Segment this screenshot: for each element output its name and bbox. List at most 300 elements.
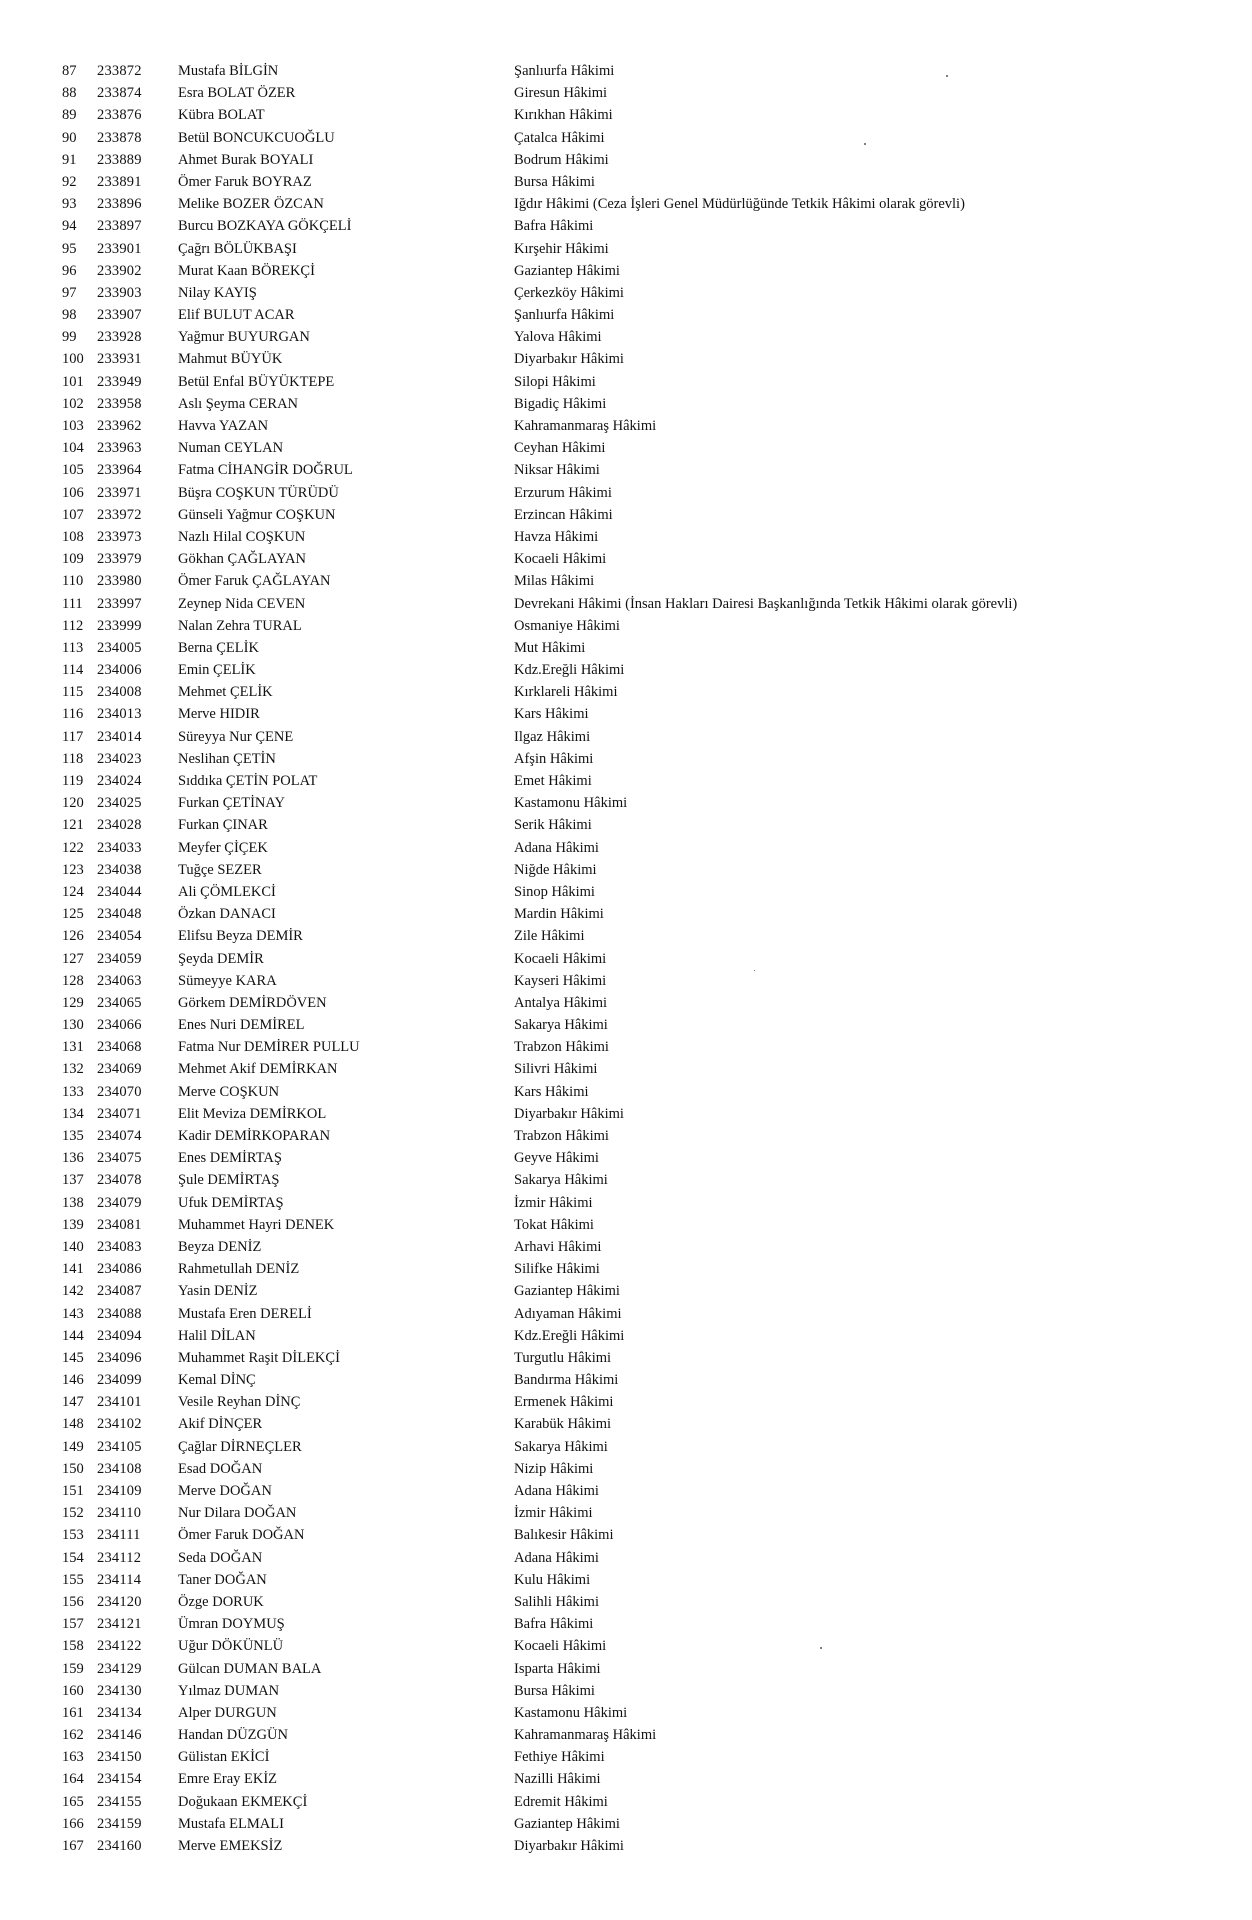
- person-name: Burcu BOZKAYA GÖKÇELİ: [178, 218, 352, 235]
- table-row: [0, 1081, 1252, 1103]
- person-name: Mehmet Akif DEMİRKAN: [178, 1061, 338, 1078]
- registry-number: 233971: [97, 484, 142, 501]
- row-number: 116: [62, 706, 84, 723]
- table-row: [0, 1413, 1252, 1435]
- table-row: [0, 482, 1252, 504]
- registry-number: 234074: [97, 1128, 142, 1144]
- table-row: [0, 371, 1252, 393]
- registry-number: 234005: [97, 639, 142, 656]
- appointment-post: Gaziantep Hâkimi: [514, 1815, 620, 1832]
- person-name: Merve HIDIR: [178, 706, 260, 723]
- table-row: [0, 1768, 1252, 1790]
- table-row: [0, 748, 1252, 770]
- registry-number: 233907: [97, 307, 142, 324]
- appointment-post: Sakarya Hâkimi: [514, 1017, 608, 1034]
- row-number: 106: [62, 484, 84, 501]
- person-name: Yağmur BUYURGAN: [178, 329, 310, 346]
- person-name: Enes DEMİRTAŞ: [178, 1150, 282, 1167]
- person-name: Mustafa BİLGİN: [178, 63, 279, 79]
- row-number: 121: [62, 817, 84, 834]
- registry-number: 233878: [97, 129, 142, 146]
- row-number: 136: [62, 1150, 84, 1167]
- registry-number: 234033: [97, 839, 142, 856]
- registry-number: 234112: [97, 1549, 142, 1566]
- table-row: [0, 304, 1252, 326]
- appointment-post: Diyarbakır Hâkimi: [514, 1838, 624, 1854]
- registry-number: 233979: [97, 551, 142, 568]
- appointment-post: Kocaeli Hâkimi: [514, 1638, 607, 1655]
- registry-number: 234087: [97, 1283, 142, 1300]
- appointment-post: Bigadiç Hâkimi: [514, 395, 607, 412]
- person-name: Büşra COŞKUN TÜRÜDÜ: [178, 484, 339, 501]
- registry-number: 233980: [97, 573, 142, 590]
- registry-number: 234159: [97, 1815, 142, 1832]
- appointment-post: Devrekani Hâkimi (İnsan Hakları Dairesi Başkanlığında Tetkik Hâkimi olarak görevli): [514, 595, 1018, 612]
- table-row: [0, 348, 1252, 370]
- table-row: [0, 127, 1252, 149]
- table-row: [0, 548, 1252, 570]
- appointment-post: Kars Hâkimi: [514, 1083, 589, 1100]
- appointment-post: Kırklareli Hâkimi: [514, 684, 618, 701]
- appointment-post: Silifke Hâkimi: [514, 1261, 600, 1278]
- table-row: [0, 1835, 1252, 1857]
- registry-number: 234048: [97, 906, 142, 923]
- row-number: 125: [62, 906, 84, 923]
- appointment-post: Trabzon Hâkimi: [514, 1039, 609, 1056]
- row-number: 107: [62, 506, 84, 523]
- person-name: Aslı Şeyma CERAN: [178, 395, 299, 412]
- appointment-post: Gaziantep Hâkimi: [514, 1283, 620, 1300]
- row-number: 108: [62, 528, 84, 545]
- registry-number: 234008: [97, 684, 142, 701]
- row-number: 112: [62, 617, 84, 634]
- row-number: 130: [62, 1017, 84, 1034]
- registry-number: 234028: [97, 817, 142, 834]
- table-row: [0, 1502, 1252, 1524]
- registry-number: 234044: [97, 883, 142, 900]
- appointment-post: Bursa Hâkimi: [514, 173, 595, 190]
- person-name: Gökhan ÇAĞLAYAN: [178, 551, 306, 568]
- person-name: Tuğçe SEZER: [178, 861, 262, 878]
- row-number: 146: [62, 1372, 84, 1389]
- appointment-post: Erzurum Hâkimi: [514, 484, 612, 501]
- person-name: Numan CEYLAN: [178, 440, 284, 457]
- table-row: [0, 615, 1252, 637]
- registry-number: 234094: [97, 1327, 142, 1344]
- registry-number: 234081: [97, 1216, 142, 1233]
- person-name: Neslihan ÇETİN: [178, 750, 276, 767]
- row-number: 141: [62, 1261, 84, 1278]
- appointment-post: Mut Hâkimi: [514, 639, 586, 656]
- table-row: [0, 1103, 1252, 1125]
- registry-number: 233903: [97, 284, 142, 301]
- table-row: [0, 526, 1252, 548]
- registry-number: 234068: [97, 1039, 142, 1056]
- registry-number: 234024: [97, 773, 142, 789]
- row-number: 104: [62, 440, 84, 457]
- table-row: [0, 1391, 1252, 1413]
- appointment-post: Tokat Hâkimi: [514, 1216, 594, 1233]
- person-name: Emin ÇELİK: [178, 662, 256, 679]
- table-row: [0, 149, 1252, 171]
- person-name: Nalan Zehra TURAL: [178, 617, 302, 634]
- appointment-post: Trabzon Hâkimi: [514, 1128, 609, 1144]
- appointment-post: Kastamonu Hâkimi: [514, 795, 628, 812]
- person-name: Ali ÇÖMLEKCİ: [178, 883, 276, 900]
- person-name: Elit Meviza DEMİRKOL: [178, 1105, 327, 1122]
- person-name: Betül BONCUKCUOĞLU: [178, 129, 335, 146]
- appointment-post: Kdz.Ereğli Hâkimi: [514, 1327, 625, 1344]
- row-number: 100: [62, 351, 84, 368]
- row-number: 148: [62, 1416, 84, 1433]
- table-row: [0, 1524, 1252, 1546]
- row-number: 152: [62, 1505, 84, 1522]
- appointment-post: Çerkezköy Hâkimi: [514, 284, 624, 301]
- appointment-post: Balıkesir Hâkimi: [514, 1527, 614, 1544]
- row-number: 156: [62, 1593, 84, 1610]
- appointment-post: Milas Hâkimi: [514, 573, 595, 590]
- table-row: [0, 637, 1252, 659]
- person-name: Handan DÜZGÜN: [178, 1727, 288, 1744]
- table-row: [0, 1192, 1252, 1214]
- table-row: [0, 703, 1252, 725]
- registry-number: 234070: [97, 1083, 142, 1100]
- person-name: Yasin DENİZ: [178, 1283, 258, 1300]
- table-row: [0, 1613, 1252, 1635]
- table-row: [0, 681, 1252, 703]
- registry-number: 234110: [97, 1505, 142, 1522]
- appointment-post: Çatalca Hâkimi: [514, 129, 605, 146]
- person-name: Kadir DEMİRKOPARAN: [178, 1128, 331, 1144]
- appointment-post: Turgutlu Hâkimi: [514, 1349, 612, 1366]
- person-name: Doğukaan EKMEKÇİ: [178, 1793, 308, 1810]
- appointment-list: [0, 60, 1252, 1857]
- appointment-post: Adana Hâkimi: [514, 1483, 599, 1499]
- appointment-post: Kahramanmaraş Hâkimi: [514, 1727, 657, 1744]
- scan-speck: [820, 1647, 822, 1649]
- table-row: [0, 1214, 1252, 1236]
- registry-number: 234038: [97, 861, 142, 878]
- registry-number: 234025: [97, 795, 142, 812]
- row-number: 147: [62, 1394, 84, 1411]
- row-number: 159: [62, 1660, 84, 1677]
- person-name: Muhammet Hayri DENEK: [178, 1216, 335, 1233]
- table-row: [0, 260, 1252, 282]
- appointment-post: Ilgaz Hâkimi: [514, 728, 591, 745]
- person-name: Şule DEMİRTAŞ: [178, 1172, 280, 1189]
- table-row: [0, 437, 1252, 459]
- person-name: Nilay KAYIŞ: [178, 284, 257, 301]
- appointment-post: Kocaeli Hâkimi: [514, 551, 607, 568]
- appointment-post: Adana Hâkimi: [514, 1549, 599, 1566]
- registry-number: 234014: [97, 728, 142, 745]
- person-name: Murat Kaan BÖREKÇİ: [178, 262, 315, 279]
- table-row: [0, 726, 1252, 748]
- row-number: 126: [62, 928, 84, 945]
- table-row: [0, 82, 1252, 104]
- person-name: Özkan DANACI: [178, 906, 276, 923]
- row-number: 128: [62, 972, 84, 989]
- appointment-post: Osmaniye Hâkimi: [514, 617, 620, 634]
- row-number: 153: [62, 1527, 84, 1544]
- person-name: Sıddıka ÇETİN POLAT: [178, 773, 318, 789]
- person-name: Mustafa Eren DERELİ: [178, 1305, 312, 1322]
- row-number: 165: [62, 1793, 84, 1810]
- appointment-post: Arhavi Hâkimi: [514, 1238, 602, 1255]
- table-row: [0, 903, 1252, 925]
- table-row: [0, 970, 1252, 992]
- scan-speck: [864, 143, 866, 145]
- table-row: [0, 1813, 1252, 1835]
- person-name: Gülistan EKİCİ: [178, 1749, 270, 1766]
- table-row: [0, 393, 1252, 415]
- registry-number: 233901: [97, 240, 142, 257]
- person-name: Muhammet Raşit DİLEKÇİ: [178, 1349, 340, 1366]
- registry-number: 234160: [97, 1838, 142, 1854]
- table-row: [0, 504, 1252, 526]
- row-number: 157: [62, 1616, 84, 1633]
- table-row: [0, 1746, 1252, 1768]
- table-row: [0, 1147, 1252, 1169]
- person-name: Ümran DOYMUŞ: [178, 1616, 285, 1633]
- person-name: Ömer Faruk BOYRAZ: [178, 173, 312, 190]
- registry-number: 234122: [97, 1638, 142, 1655]
- registry-number: 233963: [97, 440, 142, 457]
- row-number: 98: [62, 307, 77, 324]
- row-number: 132: [62, 1061, 84, 1078]
- table-row: [0, 1258, 1252, 1280]
- registry-number: 233972: [97, 506, 142, 523]
- registry-number: 233999: [97, 617, 142, 634]
- row-number: 161: [62, 1704, 84, 1721]
- table-row: [0, 1236, 1252, 1258]
- registry-number: 234155: [97, 1793, 142, 1810]
- appointment-post: Geyve Hâkimi: [514, 1150, 599, 1167]
- row-number: 144: [62, 1327, 84, 1344]
- registry-number: 233949: [97, 373, 142, 390]
- registry-number: 233958: [97, 395, 142, 412]
- appointment-post: Silivri Hâkimi: [514, 1061, 598, 1078]
- table-row: [0, 881, 1252, 903]
- registry-number: 234071: [97, 1105, 142, 1122]
- row-number: 91: [62, 151, 77, 168]
- table-row: [0, 925, 1252, 947]
- person-name: Akif DİNÇER: [178, 1416, 263, 1433]
- row-number: 131: [62, 1039, 84, 1056]
- row-number: 162: [62, 1727, 84, 1744]
- appointment-post: Emet Hâkimi: [514, 773, 592, 789]
- appointment-post: Havza Hâkimi: [514, 528, 599, 545]
- appointment-post: Karabük Hâkimi: [514, 1416, 612, 1433]
- person-name: Zeynep Nida CEVEN: [178, 595, 306, 612]
- registry-number: 234102: [97, 1416, 142, 1433]
- person-name: Merve DOĞAN: [178, 1483, 272, 1499]
- appointment-post: Bafra Hâkimi: [514, 218, 594, 235]
- person-name: Özge DORUK: [178, 1593, 264, 1610]
- table-row: [0, 659, 1252, 681]
- person-name: Şeyda DEMİR: [178, 950, 264, 967]
- person-name: Sümeyye KARA: [178, 972, 277, 989]
- person-name: Havva YAZAN: [178, 418, 269, 434]
- person-name: Enes Nuri DEMİREL: [178, 1017, 305, 1034]
- person-name: Çağlar DİRNEÇLER: [178, 1438, 302, 1455]
- row-number: 102: [62, 395, 84, 412]
- row-number: 124: [62, 883, 84, 900]
- appointment-post: Iğdır Hâkimi (Ceza İşleri Genel Müdürlüğünde Tetkik Hâkimi olarak görevli): [514, 196, 965, 213]
- row-number: 133: [62, 1083, 84, 1100]
- registry-number: 234109: [97, 1483, 142, 1499]
- appointment-post: İzmir Hâkimi: [514, 1194, 593, 1211]
- registry-number: 234088: [97, 1305, 142, 1322]
- appointment-post: Afşin Hâkimi: [514, 750, 594, 767]
- row-number: 118: [62, 750, 84, 767]
- appointment-post: Nizip Hâkimi: [514, 1460, 594, 1477]
- table-row: [0, 1325, 1252, 1347]
- appointment-post: Bursa Hâkimi: [514, 1682, 595, 1699]
- registry-number: 234013: [97, 706, 142, 723]
- row-number: 149: [62, 1438, 84, 1455]
- row-number: 129: [62, 994, 84, 1011]
- appointment-post: Nazilli Hâkimi: [514, 1771, 601, 1788]
- table-row: [0, 282, 1252, 304]
- appointment-post: Diyarbakır Hâkimi: [514, 351, 624, 368]
- row-number: 94: [62, 218, 77, 235]
- appointment-post: Sakarya Hâkimi: [514, 1438, 608, 1455]
- row-number: 92: [62, 173, 77, 190]
- person-name: Nur Dilara DOĞAN: [178, 1505, 297, 1522]
- person-name: Betül Enfal BÜYÜKTEPE: [178, 373, 335, 390]
- appointment-post: Niksar Hâkimi: [514, 462, 600, 479]
- registry-number: 233902: [97, 262, 142, 279]
- row-number: 111: [62, 595, 83, 612]
- appointment-post: Erzincan Hâkimi: [514, 506, 613, 523]
- table-row: [0, 593, 1252, 615]
- appointment-post: Adıyaman Hâkimi: [514, 1305, 622, 1322]
- appointment-post: Adana Hâkimi: [514, 839, 599, 856]
- person-name: Kemal DİNÇ: [178, 1372, 256, 1389]
- table-row: [0, 1635, 1252, 1657]
- row-number: 127: [62, 950, 84, 967]
- registry-number: 233973: [97, 528, 142, 545]
- appointment-post: Sinop Hâkimi: [514, 883, 595, 900]
- row-number: 87: [62, 63, 77, 79]
- table-row: [0, 1658, 1252, 1680]
- registry-number: 234146: [97, 1727, 142, 1744]
- appointment-post: Kahramanmaraş Hâkimi: [514, 418, 657, 434]
- registry-number: 234134: [97, 1704, 142, 1721]
- person-name: Alper DURGUN: [178, 1704, 277, 1721]
- person-name: Ahmet Burak BOYALI: [178, 151, 314, 168]
- person-name: Kübra BOLAT: [178, 107, 265, 124]
- row-number: 99: [62, 329, 77, 346]
- registry-number: 234079: [97, 1194, 142, 1211]
- appointment-post: İzmir Hâkimi: [514, 1505, 593, 1522]
- registry-number: 234105: [97, 1438, 142, 1455]
- table-row: [0, 1569, 1252, 1591]
- table-row: [0, 1125, 1252, 1147]
- row-number: 103: [62, 418, 84, 434]
- appointment-post: Zile Hâkimi: [514, 928, 585, 945]
- row-number: 101: [62, 373, 84, 390]
- person-name: Ömer Faruk DOĞAN: [178, 1527, 305, 1544]
- registry-number: 233964: [97, 462, 142, 479]
- table-row: [0, 570, 1252, 592]
- registry-number: 233876: [97, 107, 142, 124]
- row-number: 142: [62, 1283, 84, 1300]
- table-row: [0, 326, 1252, 348]
- appointment-post: Isparta Hâkimi: [514, 1660, 601, 1677]
- person-name: Fatma CİHANGİR DOĞRUL: [178, 462, 353, 479]
- row-number: 167: [62, 1838, 84, 1854]
- table-row: [0, 238, 1252, 260]
- table-row: [0, 1058, 1252, 1080]
- registry-number: 234108: [97, 1460, 142, 1477]
- table-row: [0, 1436, 1252, 1458]
- person-name: Furkan ÇINAR: [178, 817, 268, 834]
- table-row: [0, 215, 1252, 237]
- appointment-post: Bafra Hâkimi: [514, 1616, 594, 1633]
- registry-number: 233896: [97, 196, 142, 213]
- row-number: 160: [62, 1682, 84, 1699]
- registry-number: 234078: [97, 1172, 142, 1189]
- row-number: 109: [62, 551, 84, 568]
- registry-number: 233874: [97, 85, 142, 102]
- person-name: Berna ÇELİK: [178, 639, 259, 656]
- table-row: [0, 859, 1252, 881]
- registry-number: 234130: [97, 1682, 142, 1699]
- registry-number: 234066: [97, 1017, 142, 1034]
- registry-number: 233891: [97, 173, 142, 190]
- appointment-post: Serik Hâkimi: [514, 817, 592, 834]
- appointment-post: Kocaeli Hâkimi: [514, 950, 607, 967]
- registry-number: 234121: [97, 1616, 142, 1633]
- person-name: Seda DOĞAN: [178, 1549, 263, 1566]
- registry-number: 234063: [97, 972, 142, 989]
- appointment-post: Ermenek Hâkimi: [514, 1394, 614, 1411]
- person-name: Furkan ÇETİNAY: [178, 795, 286, 812]
- row-number: 138: [62, 1194, 84, 1211]
- appointment-post: Kars Hâkimi: [514, 706, 589, 723]
- appointment-post: Kayseri Hâkimi: [514, 972, 607, 989]
- person-name: Esra BOLAT ÖZER: [178, 85, 296, 102]
- row-number: 114: [62, 662, 84, 679]
- registry-number: 234065: [97, 994, 142, 1011]
- appointment-post: Kastamonu Hâkimi: [514, 1704, 628, 1721]
- person-name: Taner DOĞAN: [178, 1571, 267, 1588]
- table-row: [0, 1036, 1252, 1058]
- registry-number: 233872: [97, 63, 142, 79]
- row-number: 117: [62, 728, 84, 745]
- appointment-post: Fethiye Hâkimi: [514, 1749, 605, 1766]
- person-name: Uğur DÖKÜNLÜ: [178, 1638, 284, 1655]
- table-row: [0, 60, 1252, 82]
- registry-number: 234075: [97, 1150, 142, 1167]
- registry-number: 234099: [97, 1372, 142, 1389]
- appointment-post: Bandırma Hâkimi: [514, 1372, 619, 1389]
- row-number: 90: [62, 129, 77, 146]
- table-row: [0, 1347, 1252, 1369]
- person-name: Halil DİLAN: [178, 1327, 256, 1344]
- person-name: Elif BULUT ACAR: [178, 307, 295, 324]
- person-name: Rahmetullah DENİZ: [178, 1261, 300, 1278]
- row-number: 122: [62, 839, 84, 856]
- person-name: Esad DOĞAN: [178, 1460, 263, 1477]
- table-row: [0, 415, 1252, 437]
- table-row: [0, 814, 1252, 836]
- row-number: 150: [62, 1460, 84, 1477]
- appointment-post: Giresun Hâkimi: [514, 85, 608, 102]
- registry-number: 234120: [97, 1593, 142, 1610]
